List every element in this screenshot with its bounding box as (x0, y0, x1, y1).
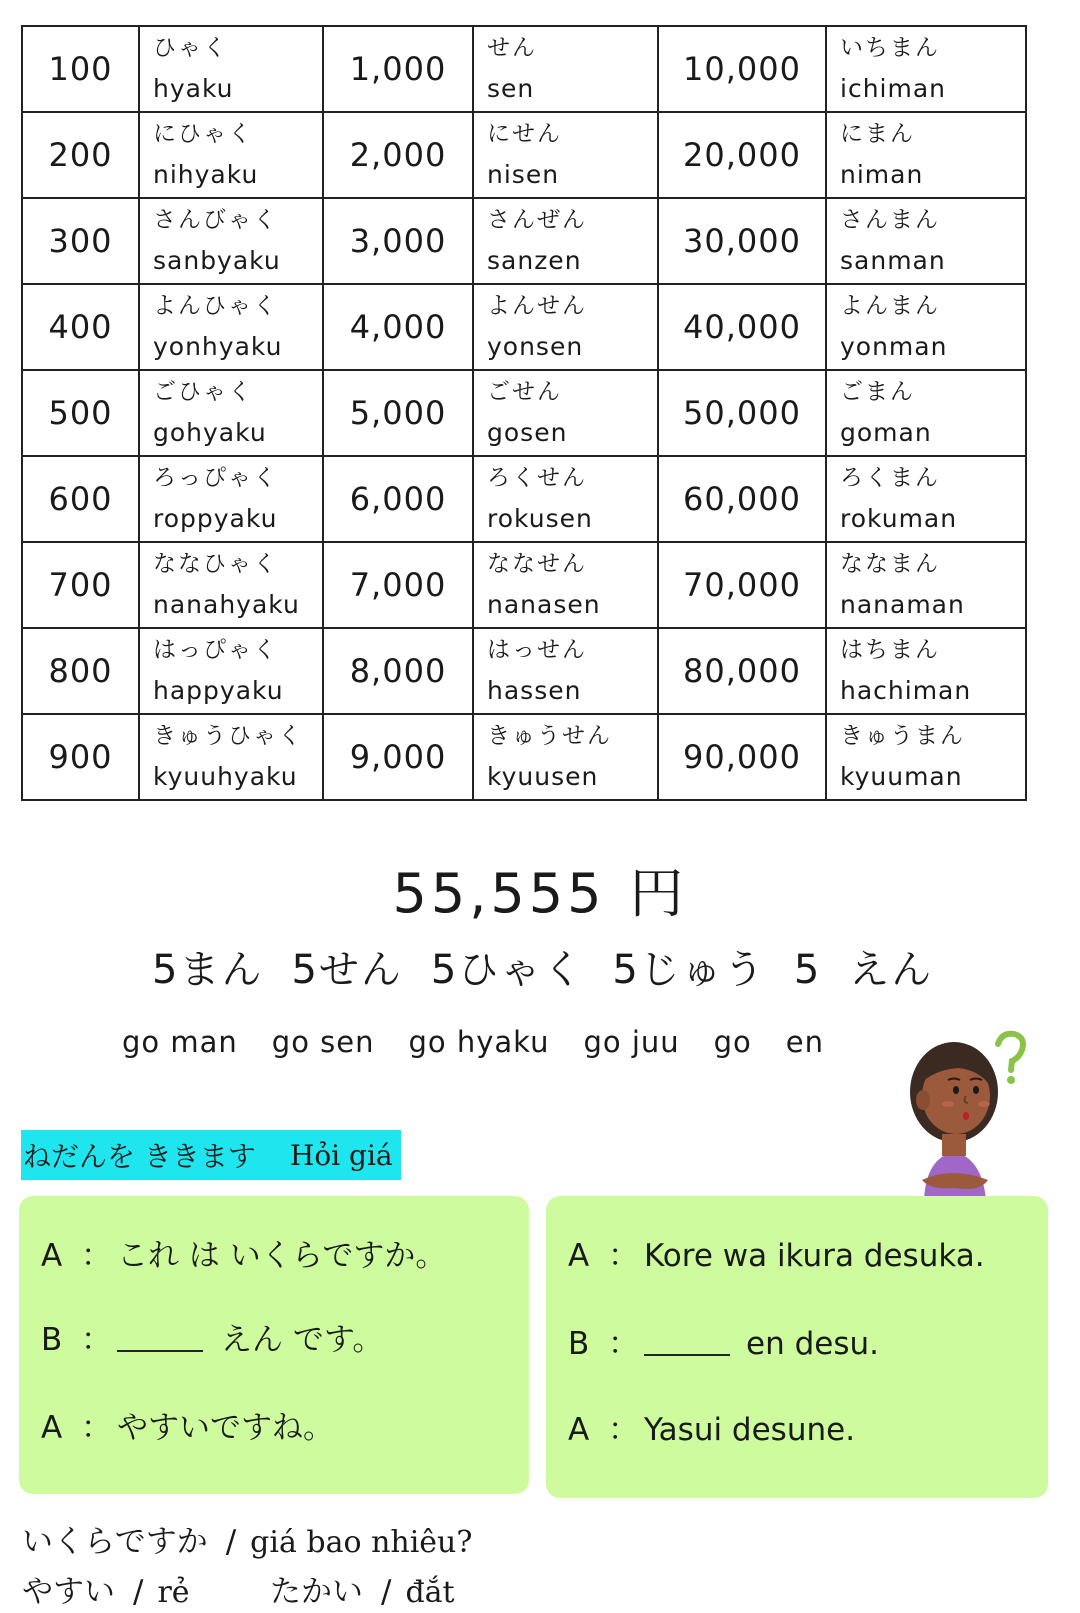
romaji-reading: niman (840, 160, 924, 189)
vocab-item (22, 1522, 472, 1563)
number-cell: 200 (22, 112, 139, 198)
kana-reading: きゅうせん (487, 723, 612, 749)
table-row (22, 714, 1026, 800)
romaji-reading: kyuuhyaku (153, 762, 298, 791)
number-cell: 50,000 (658, 370, 826, 456)
kana-reading: にひゃく (153, 121, 253, 147)
number-cell: 500 (22, 370, 139, 456)
romaji-part: go (713, 1025, 752, 1059)
speaker-label: A (568, 1412, 590, 1448)
vocab-slash: / (133, 1574, 144, 1610)
romaji-reading: nihyaku (153, 160, 259, 189)
example-romaji-breakdown (122, 1024, 858, 1060)
romaji-reading: yonman (840, 332, 948, 361)
question-mark-icon (998, 1034, 1023, 1084)
speaker-colon: ： (608, 1326, 639, 1362)
kana-reading: さんまん (840, 207, 940, 233)
romaji-reading: happyaku (153, 676, 284, 705)
romaji-part: en (785, 1025, 825, 1059)
dialogue-line (41, 1408, 334, 1448)
speaker-label: A (41, 1238, 63, 1274)
table-row (22, 26, 1026, 112)
kana-reading: ななひゃく (153, 551, 278, 577)
speaker-label: A (41, 1410, 63, 1446)
dialogue-card-romaji (546, 1196, 1048, 1498)
romaji-reading: nanasen (487, 590, 601, 619)
kana-reading: はっぴゃく (153, 637, 278, 663)
reading-cell (473, 112, 658, 198)
speaker-label: A (568, 1238, 590, 1274)
number-cell: 20,000 (658, 112, 826, 198)
romaji-reading: hassen (487, 676, 582, 705)
thinking-girl-illustration (902, 1030, 1042, 1200)
romaji-reading: yonsen (487, 332, 584, 361)
kana-reading: にまん (840, 121, 915, 147)
kana-reading: よんまん (840, 293, 940, 319)
number-cell: 60,000 (658, 456, 826, 542)
number-cell: 70,000 (658, 542, 826, 628)
kana-part: 5 (793, 947, 822, 993)
table-row (22, 628, 1026, 714)
kana-reading: ななせん (487, 551, 587, 577)
example-price (0, 862, 1080, 926)
number-cell: 700 (22, 542, 139, 628)
reading-cell (473, 26, 658, 112)
number-reading-table (21, 25, 1027, 801)
reading-cell (826, 284, 1026, 370)
dialogue-text: これ は いくらですか。 (117, 1238, 447, 1274)
vocab-item (22, 1572, 190, 1613)
speaker-colon: ： (81, 1410, 112, 1446)
romaji-reading: sanman (840, 246, 946, 275)
kana-reading: ひゃく (153, 35, 228, 61)
reading-cell (473, 628, 658, 714)
kana-reading: さんびゃく (153, 207, 278, 233)
kana-reading: にせん (487, 121, 562, 147)
number-cell: 4,000 (323, 284, 473, 370)
vocab-slash: / (381, 1574, 392, 1610)
romaji-part: go man (122, 1025, 238, 1059)
number-cell: 5,000 (323, 370, 473, 456)
dialogue-card-japanese (19, 1196, 529, 1494)
reading-cell (826, 542, 1026, 628)
dialogue-line (568, 1324, 879, 1364)
kana-part: 5まん (152, 947, 264, 993)
kana-reading: はっせん (487, 637, 587, 663)
romaji-reading: kyuusen (487, 762, 599, 791)
vocab-japanese: たかい (270, 1574, 363, 1610)
number-cell: 8,000 (323, 628, 473, 714)
vocab-vietnamese: đắt (405, 1575, 455, 1610)
romaji-reading: sanzen (487, 246, 582, 275)
number-cell: 100 (22, 26, 139, 112)
reading-cell (826, 628, 1026, 714)
reading-cell (826, 198, 1026, 284)
table-row (22, 542, 1026, 628)
number-cell: 7,000 (323, 542, 473, 628)
kana-reading: ろっぴゃく (153, 465, 278, 491)
section-title-vietnamese: Hỏi giá (289, 1138, 393, 1172)
kana-part: 5ひゃく (430, 947, 585, 993)
reading-cell (473, 714, 658, 800)
romaji-reading: ichiman (840, 74, 946, 103)
number-cell: 600 (22, 456, 139, 542)
kana-reading: いちまん (840, 35, 940, 61)
dialogue-line (41, 1236, 446, 1276)
reading-cell (473, 542, 658, 628)
number-cell: 90,000 (658, 714, 826, 800)
kana-reading: ろくせん (487, 465, 587, 491)
dialogue-text: やすいですね。 (117, 1410, 334, 1446)
number-cell: 2,000 (323, 112, 473, 198)
kana-reading: よんひゃく (153, 293, 278, 319)
number-cell: 400 (22, 284, 139, 370)
dialogue-line (568, 1410, 855, 1450)
romaji-reading: gosen (487, 418, 568, 447)
section-title-japanese: ねだんを ききます (23, 1140, 256, 1173)
romaji-reading: nisen (487, 160, 560, 189)
reading-cell (826, 26, 1026, 112)
kana-reading: きゅうまん (840, 723, 965, 749)
romaji-part: go sen (271, 1025, 375, 1059)
romaji-reading: nanaman (840, 590, 965, 619)
romaji-reading: nanahyaku (153, 590, 300, 619)
romaji-part: go juu (583, 1025, 680, 1059)
number-cell: 80,000 (658, 628, 826, 714)
kana-reading: よんせん (487, 293, 587, 319)
number-cell: 30,000 (658, 198, 826, 284)
speaker-colon: ： (608, 1238, 639, 1274)
reading-cell (139, 198, 323, 284)
reading-cell (139, 714, 323, 800)
kana-reading: ごせん (487, 379, 562, 405)
romaji-reading: hachiman (840, 676, 972, 705)
section-heading (21, 1130, 401, 1180)
reading-cell (826, 714, 1026, 800)
vocab-japanese: やすい (22, 1574, 115, 1610)
example-kana-breakdown (152, 946, 961, 994)
reading-cell (826, 112, 1026, 198)
dialogue-text: えん です。 (221, 1322, 384, 1358)
dialogue-line (41, 1320, 383, 1360)
reading-cell (139, 112, 323, 198)
table-row (22, 284, 1026, 370)
dialogue-text: en desu. (746, 1326, 879, 1362)
kana-reading: ごまん (840, 379, 915, 405)
romaji-reading: goman (840, 418, 932, 447)
vocab-slash: / (225, 1524, 237, 1560)
kana-part: 5せん (291, 947, 403, 993)
romaji-reading: rokusen (487, 504, 593, 533)
reading-cell (139, 26, 323, 112)
number-cell: 40,000 (658, 284, 826, 370)
kana-reading: ごひゃく (153, 379, 253, 405)
number-table-body (22, 26, 1026, 800)
romaji-reading: rokuman (840, 504, 958, 533)
romaji-reading: sen (487, 74, 535, 103)
example-price-number: 55,555 (392, 862, 606, 925)
kana-reading: ななまん (840, 551, 940, 577)
romaji-part: go hyaku (408, 1025, 550, 1059)
number-cell: 1,000 (323, 26, 473, 112)
romaji-reading: sanbyaku (153, 246, 281, 275)
reading-cell (473, 284, 658, 370)
table-row (22, 198, 1026, 284)
speaker-colon: ： (81, 1238, 112, 1274)
romaji-reading: roppyaku (153, 504, 278, 533)
reading-cell (473, 370, 658, 456)
reading-cell (139, 284, 323, 370)
reading-cell (139, 542, 323, 628)
kana-part: えん (849, 947, 934, 993)
reading-cell (826, 456, 1026, 542)
reading-cell (473, 456, 658, 542)
number-cell: 6,000 (323, 456, 473, 542)
vocab-japanese: いくらですか (22, 1524, 208, 1560)
number-cell: 900 (22, 714, 139, 800)
number-cell: 10,000 (658, 26, 826, 112)
kana-reading: せん (487, 35, 537, 61)
vocab-vietnamese: rẻ (157, 1575, 190, 1610)
reading-cell (139, 456, 323, 542)
vocab-item (270, 1572, 455, 1613)
kana-reading: はちまん (840, 637, 940, 663)
dialogue-line (568, 1236, 985, 1276)
speaker-colon: ： (81, 1322, 112, 1358)
price-blank (117, 1320, 203, 1352)
number-cell: 300 (22, 198, 139, 284)
table-row (22, 112, 1026, 198)
reading-cell (139, 370, 323, 456)
romaji-reading: kyuuman (840, 762, 963, 791)
kana-part: 5じゅう (612, 947, 766, 993)
price-blank (644, 1324, 730, 1356)
reading-cell (139, 628, 323, 714)
yen-symbol: 円 (629, 862, 688, 925)
romaji-reading: gohyaku (153, 418, 267, 447)
romaji-reading: yonhyaku (153, 332, 283, 361)
speaker-label: B (41, 1322, 63, 1358)
speaker-label: B (568, 1326, 590, 1362)
dialogue-text: Kore wa ikura desuka. (644, 1238, 985, 1274)
speaker-colon: ： (608, 1412, 639, 1448)
number-cell: 9,000 (323, 714, 473, 800)
kana-reading: ろくまん (840, 465, 940, 491)
table-row (22, 370, 1026, 456)
table-row (22, 456, 1026, 542)
romaji-reading: hyaku (153, 74, 234, 103)
kana-reading: きゅうひゃく (153, 723, 303, 749)
vocab-vietnamese: giá bao nhiêu? (250, 1525, 473, 1560)
reading-cell (473, 198, 658, 284)
number-cell: 800 (22, 628, 139, 714)
reading-cell (826, 370, 1026, 456)
kana-reading: さんぜん (487, 207, 587, 233)
dialogue-text: Yasui desune. (644, 1412, 856, 1448)
number-cell: 3,000 (323, 198, 473, 284)
